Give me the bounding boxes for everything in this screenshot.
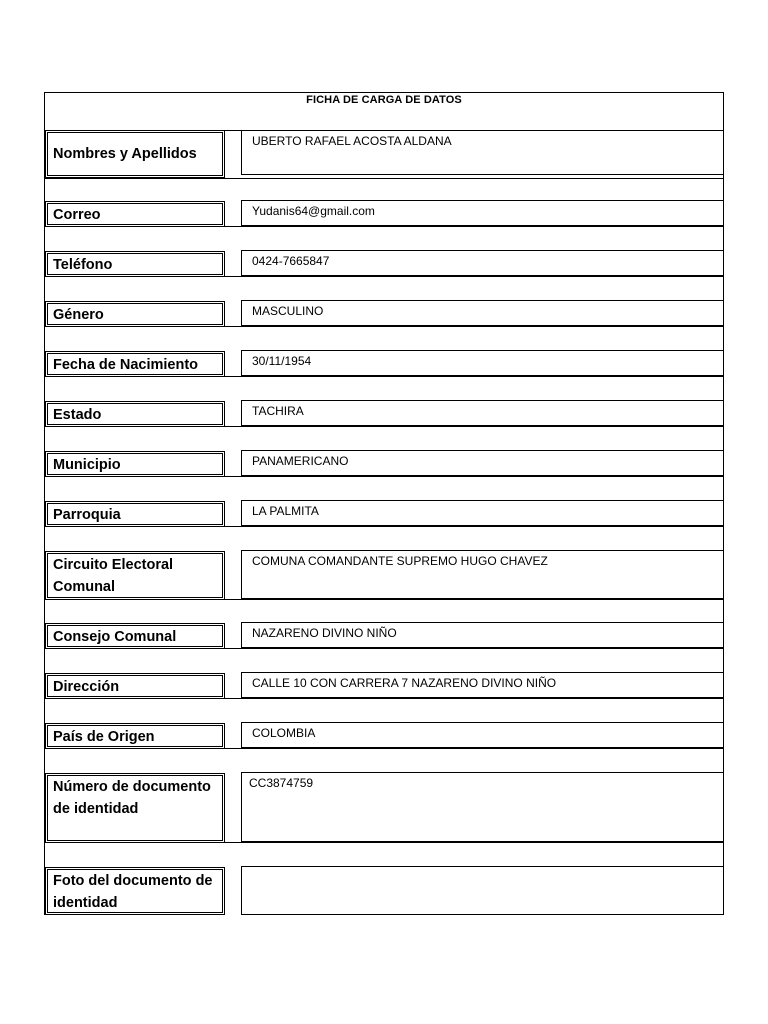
label-parroquia: Parroquia <box>45 501 225 527</box>
label-municipio: Municipio <box>45 451 225 477</box>
data-form <box>44 92 724 915</box>
label-estado: Estado <box>45 401 225 427</box>
label-nombres-apellidos: Nombres y Apellidos <box>45 130 225 178</box>
value-circuito-electoral-comunal: COMUNA COMANDANTE SUPREMO HUGO CHAVEZ <box>241 550 724 599</box>
label-genero: Género <box>45 301 225 327</box>
value-fecha-nacimiento: 30/11/1954 <box>241 350 724 376</box>
value-nombres-apellidos: UBERTO RAFAEL ACOSTA ALDANA <box>241 130 724 175</box>
label-foto-documento: Foto del documento de identidad <box>45 867 225 915</box>
value-pais-origen: COLOMBIA <box>241 722 724 748</box>
value-estado: TACHIRA <box>241 400 724 426</box>
value-parroquia: LA PALMITA <box>241 500 724 526</box>
separator <box>44 178 724 179</box>
label-consejo-comunal: Consejo Comunal <box>45 623 225 649</box>
form-title: FICHA DE CARGA DE DATOS <box>306 94 462 106</box>
value-municipio: PANAMERICANO <box>241 450 724 476</box>
label-numero-documento: Número de documento de identidad <box>45 773 225 843</box>
value-genero: MASCULINO <box>241 300 724 326</box>
value-correo: Yudanis64@gmail.com <box>241 200 724 226</box>
label-fecha-nacimiento: Fecha de Nacimiento <box>45 351 225 377</box>
label-direccion: Dirección <box>45 673 225 699</box>
foto-documento-upload[interactable] <box>241 866 724 915</box>
label-circuito-electoral-comunal: Circuito Electoral Comunal <box>45 551 225 600</box>
value-numero-documento: CC3874759 <box>241 772 724 842</box>
value-telefono: 0424-7665847 <box>241 250 724 276</box>
value-consejo-comunal: NAZARENO DIVINO NIÑO <box>241 622 724 648</box>
label-correo: Correo <box>45 201 225 227</box>
label-pais-origen: País de Origen <box>45 723 225 749</box>
value-direccion: CALLE 10 CON CARRERA 7 NAZARENO DIVINO NIÑO <box>241 672 724 698</box>
label-telefono: Teléfono <box>45 251 225 277</box>
